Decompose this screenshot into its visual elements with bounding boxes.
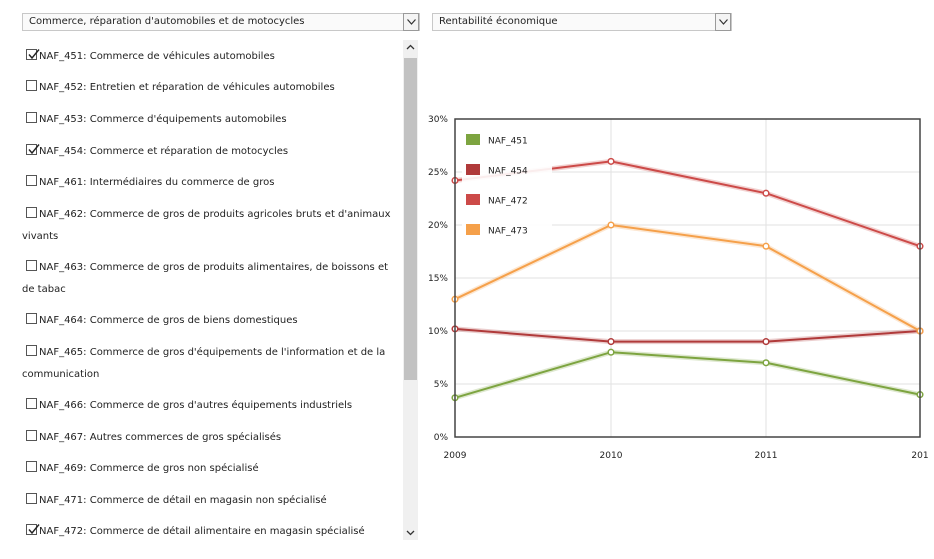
x-tick-label: 2011	[754, 451, 778, 461]
legend-swatch	[466, 134, 480, 145]
list-item-label: NAF_462: Commerce de gros de produits agricoles bruts et d'animaux	[39, 209, 391, 220]
legend-label: NAF_454	[488, 166, 528, 177]
y-tick-label: 0%	[433, 433, 448, 443]
data-point	[608, 159, 614, 165]
list-item-label: NAF_454: Commerce et réparation de motocycles	[39, 146, 289, 157]
y-tick-label: 5%	[433, 380, 448, 390]
data-point	[763, 360, 769, 366]
metric-select-value: Rentabilité économique	[439, 16, 558, 27]
list-item-label: NAF_465: Commerce de gros d'équipements de l'information et de la	[39, 347, 386, 358]
x-tick-label: 2010	[599, 451, 623, 461]
sector-select-value: Commerce, réparation d'automobiles et de motocycles	[29, 16, 305, 27]
series-shadow	[455, 352, 920, 398]
legend-swatch	[466, 194, 480, 205]
data-point	[763, 190, 769, 196]
list-item-label: NAF_463: Commerce de gros de produits alimentaires, de boissons et	[39, 262, 389, 273]
y-tick-label: 10%	[427, 327, 448, 337]
x-tick-label: 201	[911, 451, 929, 461]
legend-swatch	[466, 224, 480, 235]
list-item-label: NAF_453: Commerce d'équipements automobiles	[39, 114, 287, 125]
legend-label: NAF_473	[488, 226, 528, 237]
y-tick-label: 15%	[427, 274, 448, 284]
legend-swatch	[466, 164, 480, 175]
list-item-label: NAF_452: Entretien et réparation de véhicules automobiles	[39, 82, 335, 93]
list-item-label: NAF_461: Intermédiaires du commerce de gros	[39, 177, 275, 188]
legend-label: NAF_472	[488, 196, 528, 207]
y-tick-label: 20%	[427, 221, 448, 231]
data-point	[608, 349, 614, 355]
list-item-label-continued: communication	[22, 369, 100, 380]
y-tick-label: 25%	[427, 168, 448, 178]
list-item-label: NAF_451: Commerce de véhicules automobiles	[39, 51, 275, 62]
legend-label: NAF_451	[488, 136, 528, 147]
list-item-label-continued: vivants	[22, 231, 59, 242]
list-item-label: NAF_464: Commerce de gros de biens domestiques	[39, 315, 298, 326]
list-item-label: NAF_467: Autres commerces de gros spécialisés	[39, 432, 282, 443]
data-point	[608, 339, 614, 345]
data-point	[608, 222, 614, 228]
list-item-label: NAF_469: Commerce de gros non spécialisé	[39, 463, 259, 474]
list-item-label: NAF_471: Commerce de détail en magasin non spécialisé	[39, 495, 327, 506]
y-tick-label: 30%	[427, 115, 448, 125]
data-point	[763, 339, 769, 345]
list-item-label-continued: de tabac	[22, 284, 66, 295]
x-tick-label: 2009	[443, 451, 467, 461]
data-point	[763, 243, 769, 249]
list-item-label: NAF_466: Commerce de gros d'autres équipements industriels	[39, 400, 353, 411]
list-item-label: NAF_472: Commerce de détail alimentaire en magasin spécialisé	[39, 526, 365, 537]
